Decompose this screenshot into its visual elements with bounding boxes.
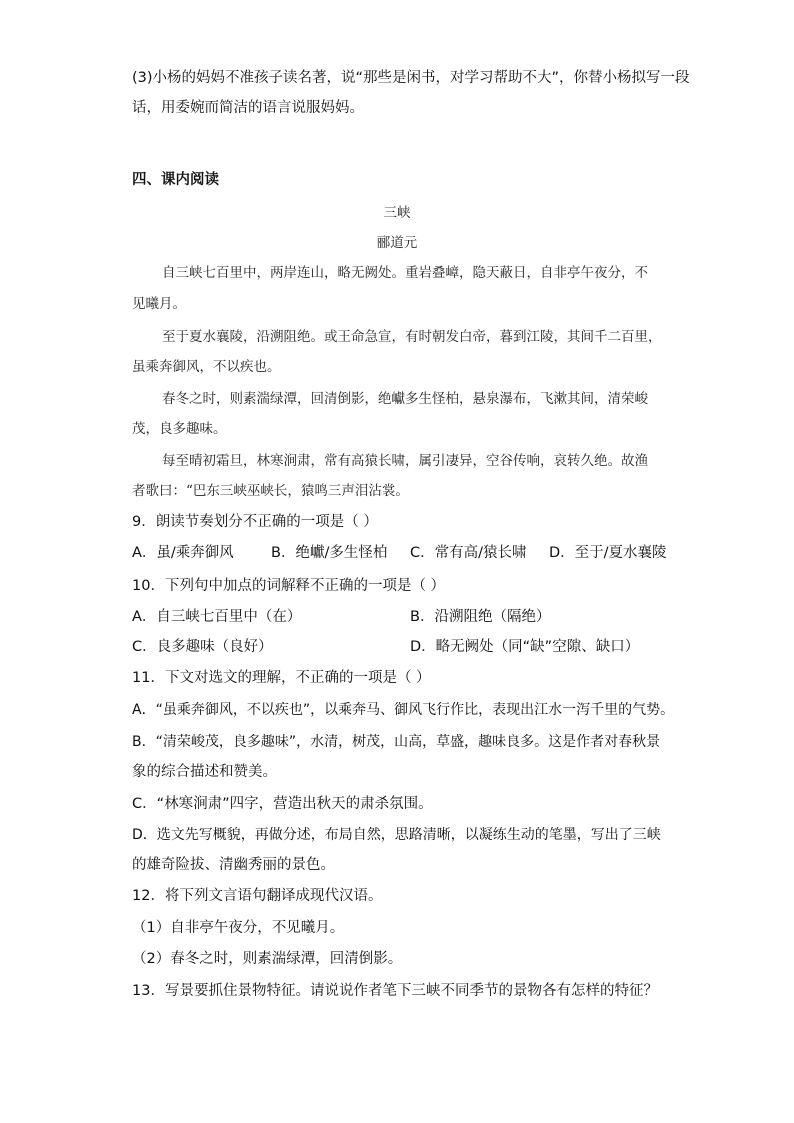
q12-sentence-2: （2）春冬之时，则素湍绿潭，回清倒影。	[132, 951, 403, 967]
q11-option-b-line-1: B．“清荣峻茂，良多趣味”，水清，树茂，山高，草盛，趣味良多。这是作者对春秋景	[132, 734, 661, 750]
passage-title: 三峡	[383, 205, 411, 221]
q10-option-a: A．自三峡七百里中（在）	[132, 609, 302, 625]
q10-option-c: C．良多趣味（良好）	[132, 639, 273, 655]
q9-option-b: B．绝巘/多生怪柏	[271, 545, 388, 561]
q9-stem: 9．朗读节奏划分不正确的一项是（ ）	[132, 514, 378, 530]
intro-line-1: (3)小杨的妈妈不准孩子读名著，说“那些是闲书，对学习帮助不大”，你替小杨拟写一段	[132, 70, 690, 86]
q9-option-c: C．常有高/猿长啸	[410, 545, 527, 561]
passage-p1-line-1: 自三峡七百里中，两岸连山，略无阙处。重岩叠嶂，隐天蔽日，自非亭午夜分，不	[162, 265, 648, 281]
section-heading: 四、课内阅读	[132, 172, 219, 188]
intro-line-2: 话，用委婉而简洁的语言说服妈妈。	[132, 100, 364, 116]
q11-option-a: A．“虽乘奔御风，不以疾也”，以乘奔马、御风飞行作比，表现出江水一泻千里的气势。	[132, 702, 675, 718]
passage-p3-line-2: 茂，良多趣味。	[132, 421, 227, 437]
passage-p2-line-2: 虽乘奔御风，不以疾也。	[132, 359, 281, 375]
passage-author: 郦道元	[376, 235, 418, 251]
q10-option-b: B．沿溯阻绝（隔绝）	[410, 609, 551, 625]
q11-stem: 11．下文对选文的理解，不正确的一项是（ ）	[132, 670, 431, 686]
q10-stem: 10．下列句中加点的词解释不正确的一项是（ ）	[132, 578, 446, 594]
q12-sentence-1: （1）自非亭午夜分，不见曦月。	[132, 920, 345, 936]
q10-option-d: D．略无阙处（同“缺”空隙、缺口）	[410, 639, 640, 655]
q9-option-a: A．虽/乘奔御风	[132, 545, 234, 561]
passage-p4-line-2: 者歌曰：“巴东三峡巫峡长，猿鸣三声泪沾裳。	[132, 483, 409, 499]
passage-p1-line-2: 见曦月。	[132, 296, 186, 312]
q11-option-d-line-2: 的雄奇险拔、清幽秀丽的景色。	[132, 857, 335, 873]
q13-stem: 13．写景要抓住景物特征。请说说作者笔下三峡不同季节的景物各有怎样的特征？	[132, 983, 658, 999]
passage-p4-line-1: 每至晴初霜旦，林寒涧肃，常有高猿长啸，属引凄异，空谷传响，哀转久绝。故渔	[162, 453, 648, 469]
passage-p2-line-1: 至于夏水襄陵，沿溯阻绝。或王命急宣，有时朝发白帝，暮到江陵，其间千二百里，	[162, 329, 662, 345]
q11-option-d-line-1: D．选文先写概貌，再做分述，布局自然，思路清晰，以凝练生动的笔墨，写出了三峡	[132, 827, 661, 843]
q9-option-d: D．至于/夏水襄陵	[549, 545, 667, 561]
q12-stem: 12．将下列文言语句翻译成现代汉语。	[132, 888, 383, 904]
q11-option-c: C．“林寒涧肃”四字，营造出秋天的肃杀氛围。	[132, 796, 433, 812]
q11-option-b-line-2: 象的综合描述和赞美。	[132, 764, 277, 780]
passage-p3-line-1: 春冬之时，则素湍绿潭，回清倒影，绝巘多生怪柏，悬泉瀑布，飞漱其间，清荣峻	[162, 391, 648, 407]
